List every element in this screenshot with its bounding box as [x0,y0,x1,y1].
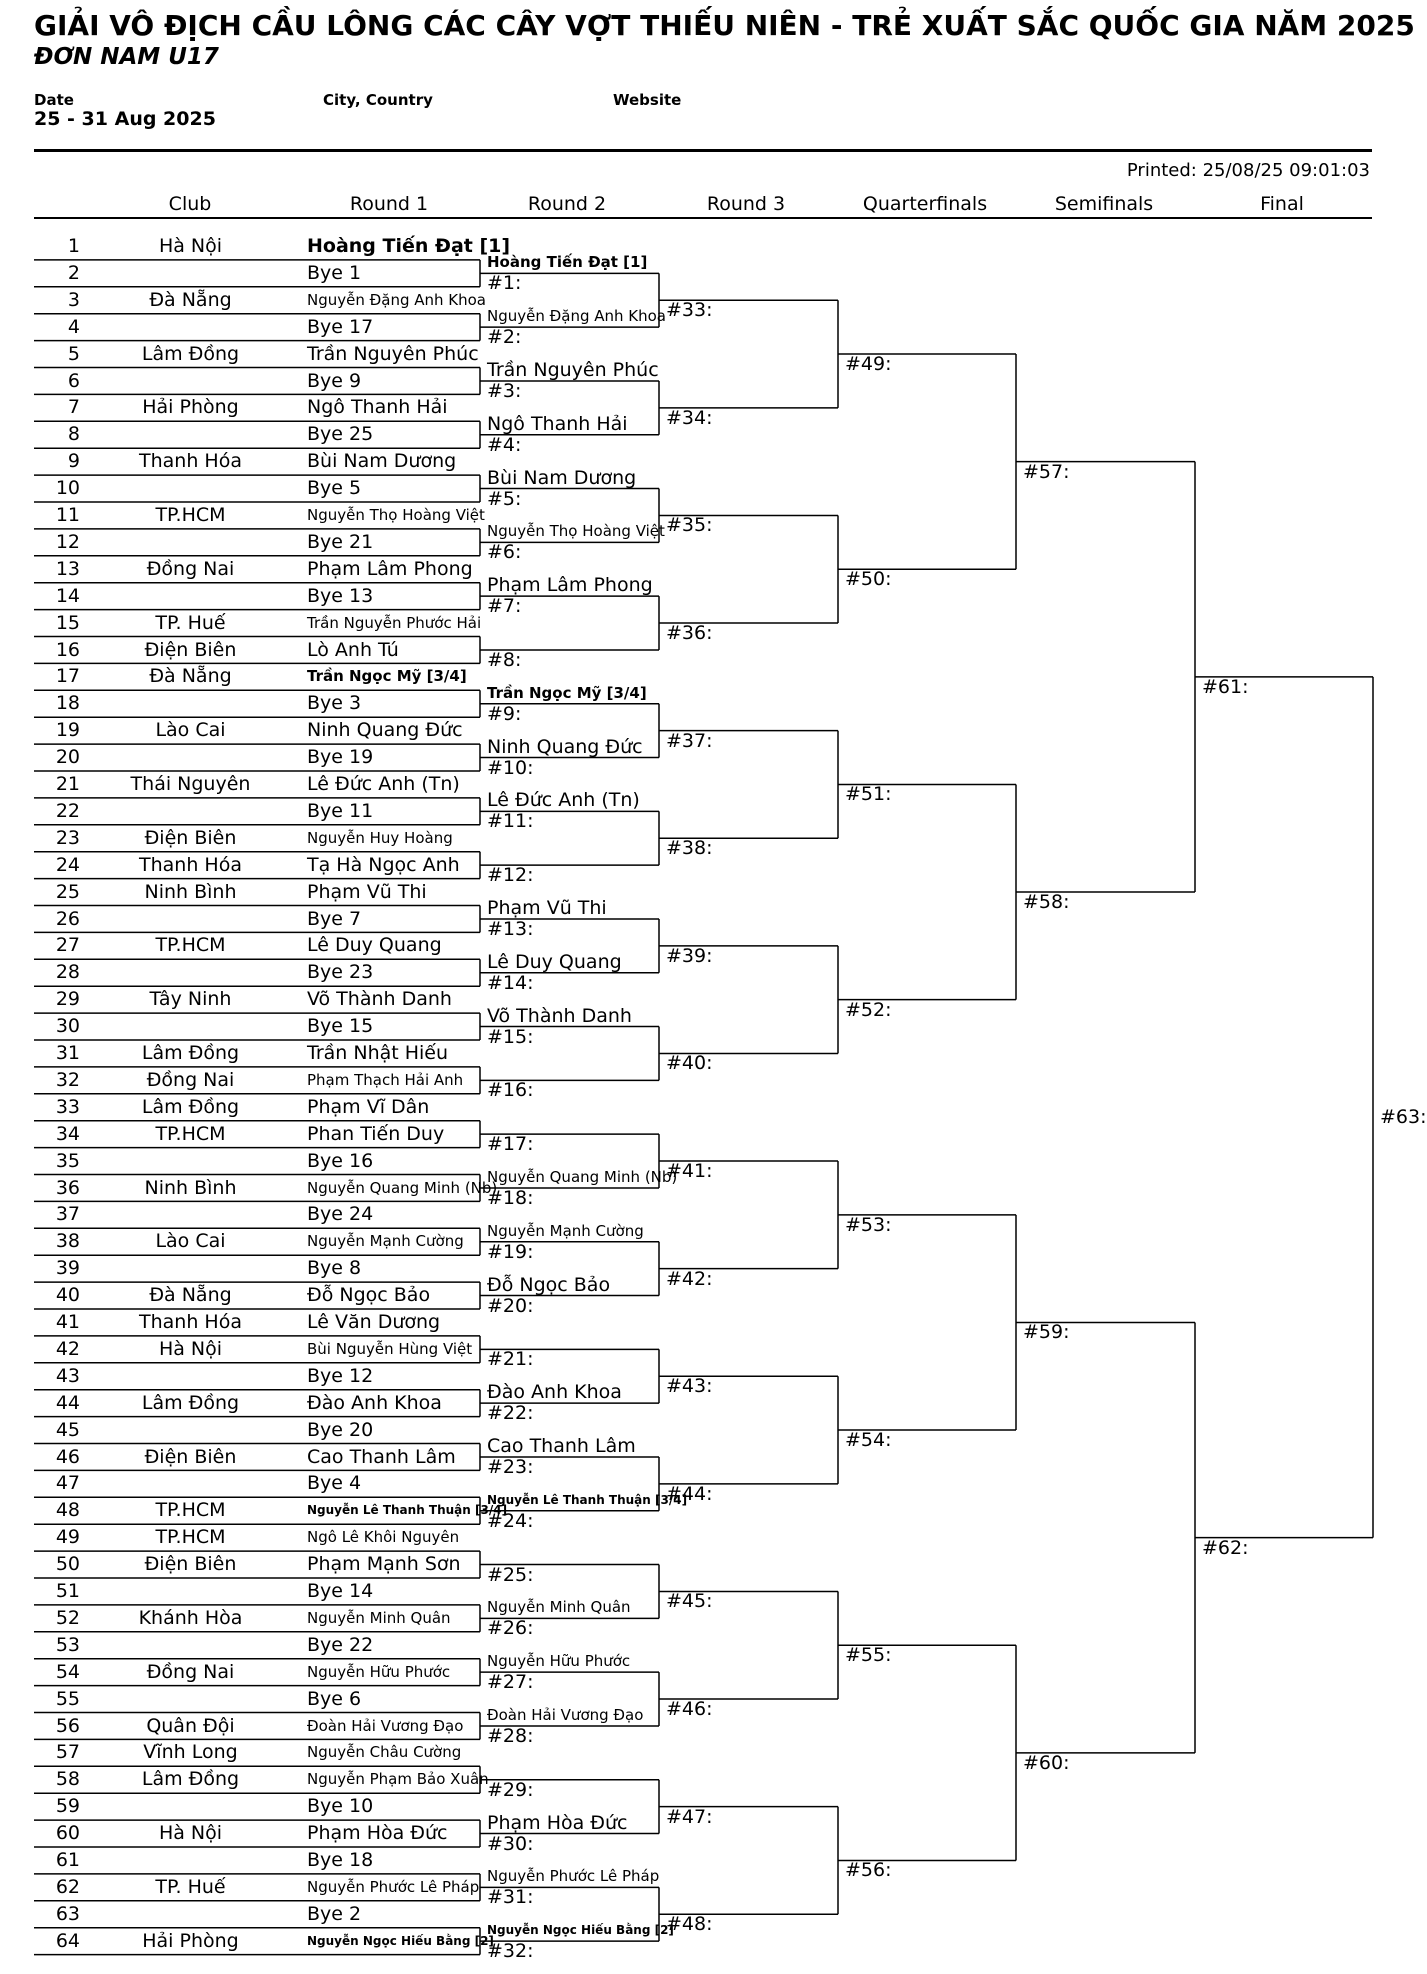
round-2-winner: Ninh Quang Đức [487,735,643,758]
club-name: Lâm Đồng [141,1042,240,1064]
round-1-player: Bye 20 [307,1418,374,1441]
round-2-match-number: #15: [487,1025,534,1048]
club-name: Điện Biên [144,638,237,661]
round-2-winner: Võ Thành Danh [487,1004,632,1027]
round-3-match-number: #48: [666,1913,713,1936]
position-number: 21 [55,773,80,795]
position-number: 42 [55,1337,80,1360]
position-number: 25 [55,880,80,903]
club-name: Đồng Nai [146,557,235,580]
club-name: Ninh Bình [144,1176,237,1199]
round-1-player: Nguyễn Minh Quân [307,1608,451,1627]
round-2-match-number: #9: [487,702,522,725]
round-2-match-number: #20: [487,1294,534,1317]
round-1-player: Bye 15 [307,1015,374,1038]
round-2-winner: Hoàng Tiến Đạt [1] [487,253,648,272]
position-number: 28 [55,961,80,984]
round-1-player: Bye 24 [307,1203,374,1226]
round-1-player: Trần Nguyễn Phước Hải [307,613,482,632]
round-1-player: Ngô Lê Khôi Nguyên [307,1528,460,1547]
club-name: Lâm Đồng [141,342,240,365]
round-2-winner: Nguyễn Thọ Hoàng Việt [487,522,665,541]
club-name: Quân Đội [146,1714,235,1737]
round-2-match-number: #4: [487,433,522,456]
position-number: 48 [55,1499,80,1522]
round-1-player: Bye 13 [307,584,374,607]
round-2-winner: Đoàn Hải Vương Đạo [487,1705,644,1724]
position-number: 46 [55,1445,80,1468]
champion-match-number: #63: [1380,1106,1427,1129]
round-2-winner: Phạm Hòa Đức [487,1811,628,1834]
round-1-player: Lê Văn Dương [307,1311,441,1333]
position-number: 58 [55,1768,80,1791]
round-3-match-number: #47: [666,1805,713,1828]
position-number: 34 [55,1122,80,1145]
position-number: 6 [67,369,80,392]
round-1-player: Đỗ Ngọc Bảo [307,1284,431,1307]
position-number: 62 [55,1875,80,1898]
round-2-match-number: #11: [487,810,534,833]
round-1-player: Nguyễn Lê Thanh Thuận [3/4] [307,1503,508,1518]
club-name: Thanh Hóa [139,1311,242,1333]
round-3-match-number: #37: [666,729,713,752]
position-number: 26 [55,907,80,930]
round-1-player: Bùi Nguyễn Hùng Việt [307,1339,473,1358]
club-name: Đà Nẵng [149,1284,232,1307]
position-number: 55 [55,1687,80,1710]
round-1-player: Võ Thành Danh [307,988,452,1011]
position-number: 20 [55,746,80,769]
club-name: Lâm Đồng [141,1095,240,1118]
round-1-player: Nguyễn Phước Lê Pháp [307,1877,480,1896]
round-1-player: Nguyễn Mạnh Cường [307,1232,464,1251]
round-2-match-number: #1: [487,272,522,295]
round-2-match-number: #31: [487,1886,534,1909]
round-2-match-number: #29: [487,1778,534,1801]
website-label: Website [613,91,682,109]
date-value: 25 - 31 Aug 2025 [34,108,216,130]
position-number: 5 [67,342,80,365]
position-number: 51 [55,1580,80,1602]
position-number: 50 [55,1553,80,1576]
semifinal-match-number: #60: [1023,1751,1070,1774]
round-2-match-number: #14: [487,971,534,994]
club-name: Lâm Đồng [141,1391,240,1414]
position-number: 56 [55,1714,80,1737]
column-header-round-3: Round 3 [706,193,786,215]
final-match-number: #62: [1202,1536,1249,1559]
club-name: Đồng Nai [146,1068,235,1091]
round-2-winner: Lê Duy Quang [487,950,622,973]
position-number: 16 [55,638,80,661]
round-1-player: Phạm Mạnh Sơn [307,1553,461,1576]
club-name: TP.HCM [155,504,226,526]
location-label: City, Country [323,91,433,109]
round-2-winner: Lê Đức Anh (Tn) [487,789,640,812]
club-name: Khánh Hòa [138,1606,243,1629]
round-2-winner: Nguyễn Mạnh Cường [487,1221,644,1240]
round-1-player: Nguyễn Ngọc Hiếu Bằng [2] [307,1933,494,1948]
round-3-match-number: #33: [666,299,713,322]
event-title: ĐƠN NAM U17 [34,44,219,70]
club-name: Đà Nẵng [149,665,232,688]
quarterfinal-match-number: #49: [845,353,892,376]
club-name: Điện Biên [144,1445,237,1468]
round-2-match-number: #5: [487,487,522,510]
round-2-winner: Trần Nguyên Phúc [487,358,659,381]
round-1-player: Bye 4 [307,1472,362,1495]
club-name: Hà Nội [158,235,223,257]
round-2-winner: Nguyễn Phước Lê Pháp [487,1867,660,1886]
round-1-player: Nguyễn Huy Hoàng [307,828,453,847]
round-1-player: Bùi Nam Dương [307,450,457,473]
club-name: Lào Cai [155,1230,226,1253]
round-1-player: Bye 19 [307,746,374,769]
position-number: 2 [67,261,80,284]
club-name: TP.HCM [155,1122,226,1145]
printed-timestamp: Printed: 25/08/25 09:01:03 [1126,160,1370,181]
round-2-match-number: #26: [487,1617,534,1640]
column-header-semifinals: Semifinals [1054,193,1154,215]
round-2-match-number: #21: [487,1348,534,1371]
position-number: 33 [55,1095,80,1118]
round-2-match-number: #17: [487,1133,534,1156]
position-number: 32 [55,1068,80,1091]
round-2-winner: Phạm Lâm Phong [487,574,653,597]
position-number: 59 [55,1795,80,1818]
position-number: 17 [55,665,80,688]
round-1-player: Bye 23 [307,961,374,984]
quarterfinal-match-number: #52: [845,998,892,1021]
round-1-player: Nguyễn Phạm Bảo Xuân [307,1770,489,1789]
round-3-match-number: #35: [666,514,713,537]
round-2-match-number: #2: [487,326,522,349]
tournament-title: GIẢI VÔ ĐỊCH CẦU LÔNG CÁC CÂY VỢT THIẾU NIÊN - TRẺ XUẤT SẮC QUỐC GIA NĂM 2025 [34,9,1415,42]
club-name: Hà Nội [158,1337,223,1360]
club-name: TP.HCM [155,1499,226,1522]
round-3-match-number: #44: [666,1482,713,1505]
round-1-player: Phạm Hòa Đức [307,1822,448,1845]
club-name: Hải Phòng [142,1929,239,1952]
club-name: TP.HCM [155,1526,226,1549]
club-name: Ninh Bình [144,880,237,903]
round-1-player: Hoàng Tiến Đạt [1] [307,235,511,257]
round-1-player: Đoàn Hải Vương Đạo [307,1716,464,1735]
final-match-number: #61: [1202,675,1249,698]
round-3-match-number: #46: [666,1698,713,1721]
club-name: Lào Cai [155,719,226,742]
position-number: 61 [55,1849,80,1871]
position-number: 52 [55,1606,80,1629]
round-2-match-number: #13: [487,917,534,940]
round-2-match-number: #22: [487,1402,534,1425]
round-1-player: Nguyễn Đặng Anh Khoa [307,290,486,309]
round-2-match-number: #19: [487,1240,534,1263]
round-1-player: Trần Nguyên Phúc [307,342,479,365]
round-2-match-number: #12: [487,864,534,887]
position-number: 10 [55,477,80,500]
position-number: 23 [55,826,80,849]
round-1-player: Phan Tiến Duy [307,1122,445,1145]
club-name: Vĩnh Long [143,1741,238,1764]
round-1-player: Phạm Thạch Hải Anh [307,1070,464,1089]
quarterfinal-match-number: #53: [845,1213,892,1236]
position-number: 24 [55,853,80,876]
position-number: 44 [55,1391,80,1414]
semifinal-match-number: #58: [1023,891,1070,914]
round-1-player: Nguyễn Hữu Phước [307,1662,451,1681]
position-number: 29 [55,988,80,1011]
round-1-player: Bye 7 [307,907,362,930]
position-number: 37 [55,1203,80,1226]
round-1-player: Bye 8 [307,1257,362,1280]
round-2-winner: Nguyễn Ngọc Hiếu Bằng [2] [487,1923,674,1938]
round-1-player: Trần Ngọc Mỹ [3/4] [307,667,467,686]
position-number: 45 [55,1418,80,1441]
round-1-player: Bye 2 [307,1902,362,1925]
round-2-match-number: #18: [487,1186,534,1209]
round-1-player: Bye 16 [307,1149,374,1172]
round-3-match-number: #40: [666,1052,713,1075]
position-number: 31 [55,1042,80,1064]
club-name: Hải Phòng [142,396,239,419]
round-2-winner: Nguyễn Quang Minh (Nb) [487,1167,678,1186]
round-2-match-number: #30: [487,1832,534,1855]
column-header-round-1: Round 1 [349,193,429,215]
club-name: Đồng Nai [146,1660,235,1683]
round-1-player: Bye 14 [307,1580,374,1602]
position-number: 3 [67,288,80,311]
round-3-match-number: #39: [666,944,713,967]
position-number: 4 [67,315,80,338]
position-number: 35 [55,1149,80,1172]
position-number: 47 [55,1472,80,1495]
column-header-round-2: Round 2 [527,193,607,215]
club-name: TP. Huế [155,611,226,634]
date-label: Date [34,91,74,109]
round-1-player: Bye 5 [307,477,362,500]
position-number: 30 [55,1015,80,1038]
round-1-player: Lò Anh Tú [307,638,399,661]
round-1-player: Ngô Thanh Hải [307,396,448,419]
round-2-match-number: #28: [487,1724,534,1747]
round-2-winner: Đào Anh Khoa [487,1381,622,1404]
position-number: 18 [55,692,80,715]
position-number: 7 [67,396,80,419]
round-2-match-number: #27: [487,1671,534,1694]
round-1-player: Bye 25 [307,423,374,446]
position-number: 27 [55,934,80,957]
semifinal-match-number: #57: [1023,460,1070,483]
column-header-final: Final [1260,193,1304,215]
quarterfinal-match-number: #56: [845,1859,892,1882]
quarterfinal-match-number: #51: [845,783,892,806]
round-2-match-number: #23: [487,1455,534,1478]
club-name: TP.HCM [155,934,226,957]
round-1-player: Bye 1 [307,261,362,284]
round-2-match-number: #6: [487,541,522,564]
round-1-player: Bye 3 [307,692,362,715]
position-number: 13 [55,557,80,580]
position-number: 54 [55,1660,80,1683]
round-3-match-number: #38: [666,837,713,860]
round-1-player: Bye 9 [307,369,362,392]
position-number: 53 [55,1633,80,1656]
round-1-player: Lê Duy Quang [307,934,442,957]
round-1-player: Lê Đức Anh (Tn) [307,773,460,795]
round-3-match-number: #43: [666,1375,713,1398]
round-3-match-number: #45: [666,1590,713,1613]
round-3-match-number: #34: [666,406,713,429]
round-3-match-number: #41: [666,1160,713,1183]
club-name: Điện Biên [144,1553,237,1576]
quarterfinal-match-number: #50: [845,568,892,591]
position-number: 57 [55,1741,80,1764]
column-header-club: Club [168,193,212,215]
round-3-match-number: #36: [666,622,713,645]
round-1-player: Đào Anh Khoa [307,1391,442,1414]
position-number: 64 [55,1929,80,1952]
club-name: Tây Ninh [149,988,232,1011]
club-name: Đà Nẵng [149,288,232,311]
round-1-player: Bye 11 [307,799,374,822]
round-3-match-number: #42: [666,1267,713,1290]
round-2-match-number: #3: [487,379,522,402]
round-2-winner: Nguyễn Đặng Anh Khoa [487,307,666,326]
round-1-player: Bye 10 [307,1795,374,1818]
round-2-match-number: #24: [487,1509,534,1532]
club-name: TP. Huế [155,1875,226,1898]
club-name: Thanh Hóa [139,853,242,876]
column-header-quarterfinals: Quarterfinals [862,193,988,215]
round-2-winner: Cao Thanh Lâm [487,1434,636,1457]
round-2-winner: Nguyễn Lê Thanh Thuận [3/4] [487,1492,688,1507]
round-1-player: Bye 18 [307,1849,374,1871]
round-2-match-number: #25: [487,1563,534,1586]
round-1-player: Bye 22 [307,1633,374,1656]
position-number: 15 [55,611,80,634]
quarterfinal-match-number: #55: [845,1644,892,1667]
round-2-winner: Nguyễn Minh Quân [487,1598,631,1617]
position-number: 60 [55,1822,80,1845]
round-1-player: Phạm Lâm Phong [307,557,473,580]
round-2-winner: Phạm Vũ Thi [487,896,607,919]
position-number: 22 [55,799,80,822]
round-2-winner: Đỗ Ngọc Bảo [487,1273,611,1296]
round-1-player: Tạ Hà Ngọc Anh [307,853,460,876]
position-number: 63 [55,1902,80,1925]
quarterfinal-match-number: #54: [845,1429,892,1452]
round-1-player: Phạm Vĩ Dân [307,1095,430,1118]
club-name: Lâm Đồng [141,1768,240,1791]
round-2-match-number: #32: [487,1940,534,1963]
position-number: 41 [55,1311,80,1333]
round-2-match-number: #7: [487,595,522,618]
position-number: 40 [55,1284,80,1307]
round-1-player: Phạm Vũ Thi [307,880,427,903]
round-2-match-number: #8: [487,648,522,671]
position-number: 14 [55,584,80,607]
position-number: 39 [55,1257,80,1280]
round-1-player: Bye 12 [307,1364,374,1387]
position-number: 1 [67,235,80,257]
round-1-player: Nguyễn Quang Minh (Nb) [307,1178,498,1197]
semifinal-match-number: #59: [1023,1321,1070,1344]
round-1-player: Bye 17 [307,315,374,338]
round-1-player: Ninh Quang Đức [307,719,463,742]
round-2-winner: Nguyễn Hữu Phước [487,1652,631,1671]
club-name: Thái Nguyên [130,773,251,795]
round-1-player: Bye 6 [307,1687,362,1710]
round-2-winner: Trần Ngọc Mỹ [3/4] [487,683,647,702]
round-1-player: Trần Nhật Hiếu [307,1042,449,1064]
round-1-player: Nguyễn Thọ Hoàng Việt [307,506,485,524]
round-2-match-number: #10: [487,756,534,779]
position-number: 43 [55,1364,80,1387]
position-number: 12 [55,530,80,553]
club-name: Hà Nội [158,1822,223,1845]
position-number: 11 [55,504,80,526]
club-name: Thanh Hóa [139,450,242,473]
round-2-match-number: #16: [487,1079,534,1102]
round-1-player: Nguyễn Châu Cường [307,1743,462,1762]
position-number: 19 [55,719,80,742]
round-2-winner: Ngô Thanh Hải [487,412,628,435]
round-1-player: Cao Thanh Lâm [307,1445,456,1468]
round-2-winner: Bùi Nam Dương [487,466,637,489]
club-name: Điện Biên [144,826,237,849]
position-number: 49 [55,1526,80,1549]
position-number: 9 [67,450,80,473]
round-1-player: Bye 21 [307,530,374,553]
position-number: 36 [55,1176,80,1199]
position-number: 38 [55,1230,80,1253]
position-number: 8 [67,423,80,446]
